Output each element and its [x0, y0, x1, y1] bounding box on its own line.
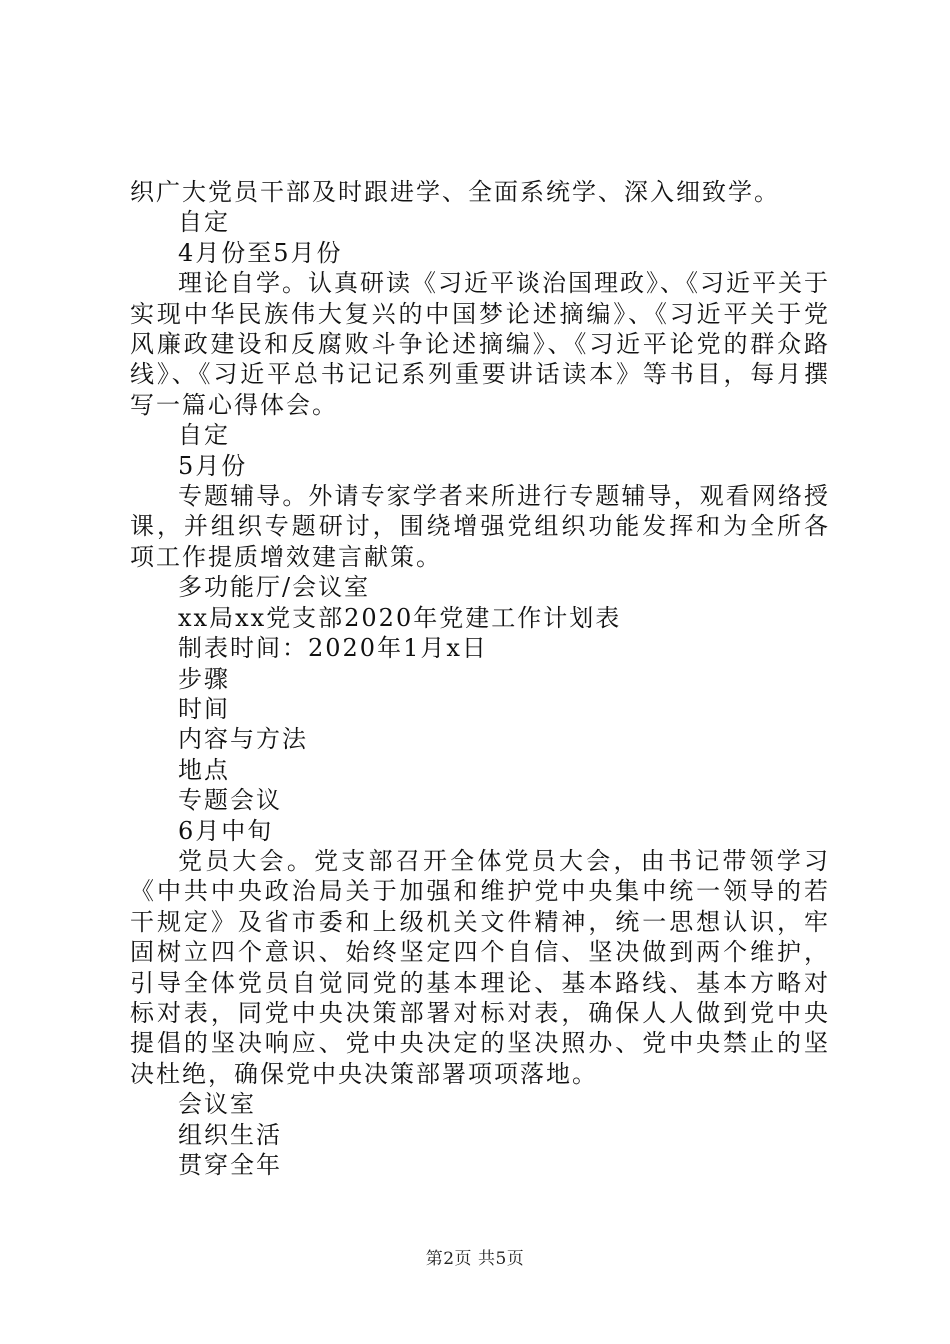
location-cell: 自定: [178, 208, 230, 237]
content-paragraph: 专题辅导。外请专家学者来所进行专题辅导，观看网络授课，并组织专题研讨，围绕增强党组织功能发挥和为全所各项工作提质增效建言献策。: [130, 482, 830, 571]
content-paragraph: 党员大会。党支部召开全体党员大会，由书记带领学习《中共中央政治局关于加强和维护党中央集中统一领导的若干规定》及省市委和上级机关文件精神，统一思想认识，牢固树立四个意识、始终坚定四个自信、坚决做到两个维护，引导全体党员自觉同党的基本理论、基本路线、基本方略对标对表，同党中央决策部署对标对表，确保人人做到党中央提倡的坚决响应、党中央决定的坚决照办、党中央禁止的坚决杜绝，确保党中央决策部署项项落地。: [130, 846, 830, 1088]
table-header-location: 地点: [178, 755, 230, 784]
location-cell: 多功能厅/会议室: [178, 573, 371, 602]
content-paragraph: 理论自学。认真研读《习近平谈治国理政》、《习近平关于实现中华民族伟大复兴的中国梦论述摘编》、《习近平关于党风廉政建设和反腐败斗争论述摘编》、《习近平论党的群众路线》、《习近平总书记记系列重要讲话读本》等书目，每月撰写一篇心得体会。: [130, 269, 830, 419]
table-header-content: 内容与方法: [178, 725, 308, 754]
table-date: 制表时间：2020年1月x日: [178, 634, 488, 663]
time-cell: 5月份: [178, 451, 248, 480]
step-cell: 组织生活: [178, 1120, 282, 1149]
step-cell: 专题会议: [178, 786, 282, 815]
time-cell: 6月中旬: [178, 816, 274, 845]
time-cell: 4月份至5月份: [178, 238, 343, 267]
text-line: 织广大党员干部及时跟进学、全面系统学、深入细致学。: [130, 178, 780, 206]
page-number-footer: 第2页 共5页: [425, 1249, 525, 1269]
document-body: [130, 177, 830, 1180]
table-header-step: 步骤: [178, 664, 230, 693]
table-header-time: 时间: [178, 694, 230, 723]
table-title: xx局xx党支部2020年党建工作计划表: [178, 603, 622, 632]
time-cell: 贯穿全年: [178, 1151, 282, 1179]
location-cell: 自定: [178, 421, 230, 450]
location-cell: 会议室: [178, 1090, 256, 1119]
